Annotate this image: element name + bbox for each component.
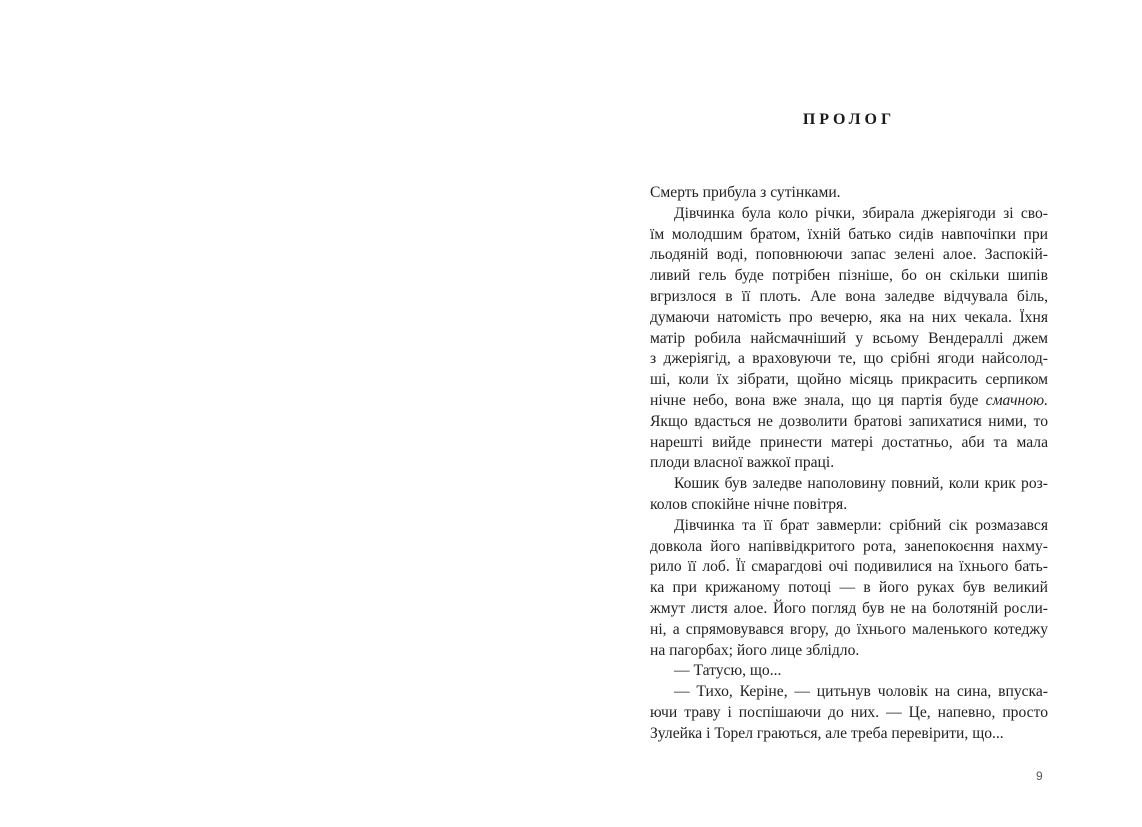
text-line bbox=[650, 682, 1048, 703]
text-line bbox=[650, 724, 1048, 745]
text-line bbox=[650, 204, 1048, 225]
text-line bbox=[650, 308, 1048, 329]
text-line-content: Якщо вдасться не дозволити братові запихатися ними, то bbox=[650, 412, 1048, 430]
text-line bbox=[650, 557, 1048, 578]
text-line bbox=[650, 516, 1048, 537]
text-line-content: льодяній воді, поповнюючи запас зелені алое. Заспокій- bbox=[650, 246, 1048, 264]
text-line-content: думаючи натомість про вечерю, яка на них чекала. Їхня bbox=[650, 308, 1048, 326]
text-line bbox=[650, 453, 1048, 474]
text-line-content: на пагорбах; його лице зблідло. bbox=[650, 641, 860, 659]
text-line-content: Зулейка і Торел граються, але треба перевірити, що... bbox=[650, 724, 1004, 742]
text-line-content: ші, коли їх зібрати, щойно місяць прикрасить серпиком bbox=[650, 371, 1048, 389]
text-line-content: довкола його напіввідкритого рота, занепокоєння нахму- bbox=[650, 537, 1048, 555]
text-line-content: рило її лоб. Її смарагдові очі подивилися на їхнього бать- bbox=[650, 558, 1048, 576]
text-line-content: нічне небо, вона вже знала, що ця партія буде смачною. bbox=[650, 391, 1048, 409]
text-line-content: з джеріягід, а враховуючи те, що срібні ягоди найсолод- bbox=[650, 350, 1048, 368]
page-number: 9 bbox=[1036, 769, 1043, 783]
body-text bbox=[650, 183, 1048, 745]
text-line bbox=[650, 641, 1048, 662]
text-line bbox=[650, 183, 1048, 204]
text-line bbox=[650, 245, 1048, 266]
text-line bbox=[650, 537, 1048, 558]
text-line-content: ючи траву і поспішаючи до них. — Це, напевно, просто bbox=[650, 703, 1048, 721]
text-line bbox=[650, 578, 1048, 599]
text-line bbox=[650, 287, 1048, 308]
text-line bbox=[650, 266, 1048, 287]
italic-emphasis: смачною. bbox=[985, 391, 1048, 409]
text-line-content: колов спокійне нічне повітря. bbox=[650, 495, 848, 513]
text-line bbox=[650, 433, 1048, 454]
text-line-content: — Тихо, Керіне, — цитьнув чоловік на сина, впуска- bbox=[674, 683, 1048, 701]
text-line-content: плоди власної важкої праці. bbox=[650, 454, 835, 472]
text-line-content: Дівчинка та її брат завмерли: срібний сік розмазався bbox=[674, 516, 1048, 534]
text-line-content: Смерть прибула з сутінками. bbox=[650, 184, 841, 201]
text-line-content: їм молодшим братом, їхній батько сидів навпочіпки при bbox=[650, 225, 1048, 243]
text-line-content: Кошик був заледве наполовину повний, коли крик роз- bbox=[674, 475, 1048, 493]
text-line bbox=[650, 620, 1048, 641]
text-line bbox=[650, 412, 1048, 433]
text-line-content: Дівчинка була коло річки, збирала джеріягоди зі сво- bbox=[674, 204, 1048, 222]
text-line-content: ка при крижаному потоці — в його руках був великий bbox=[650, 579, 1048, 597]
text-line-content: ні, а спрямовувався вгору, до їхнього маленького котеджу bbox=[650, 620, 1048, 638]
text-line bbox=[650, 661, 1048, 682]
chapter-title: ПРОЛОГ bbox=[802, 111, 896, 128]
text-line bbox=[650, 703, 1048, 724]
text-line bbox=[650, 391, 1048, 412]
text-line-content: нарешті вийде принести матері достатньо, аби та мала bbox=[650, 433, 1048, 451]
text-line-content: матір робила найсмачніший у всьому Вендераллі джем bbox=[650, 329, 1048, 347]
text-line-content: ливий гель буде потрібен пізніше, бо он скільки шипів bbox=[650, 267, 1048, 285]
text-line bbox=[650, 329, 1048, 350]
text-line bbox=[650, 349, 1048, 370]
text-line bbox=[650, 599, 1048, 620]
text-line bbox=[650, 370, 1048, 391]
text-line bbox=[650, 474, 1048, 495]
text-line-content: вгризлося в її плоть. Але вона заледве відчувала біль, bbox=[650, 287, 1048, 305]
text-line-content: — Татусю, що... bbox=[674, 662, 782, 680]
text-line bbox=[650, 225, 1048, 246]
text-line bbox=[650, 495, 1048, 516]
text-line-content: жмут листя алое. Його погляд був не на болотяній росли- bbox=[650, 599, 1048, 617]
